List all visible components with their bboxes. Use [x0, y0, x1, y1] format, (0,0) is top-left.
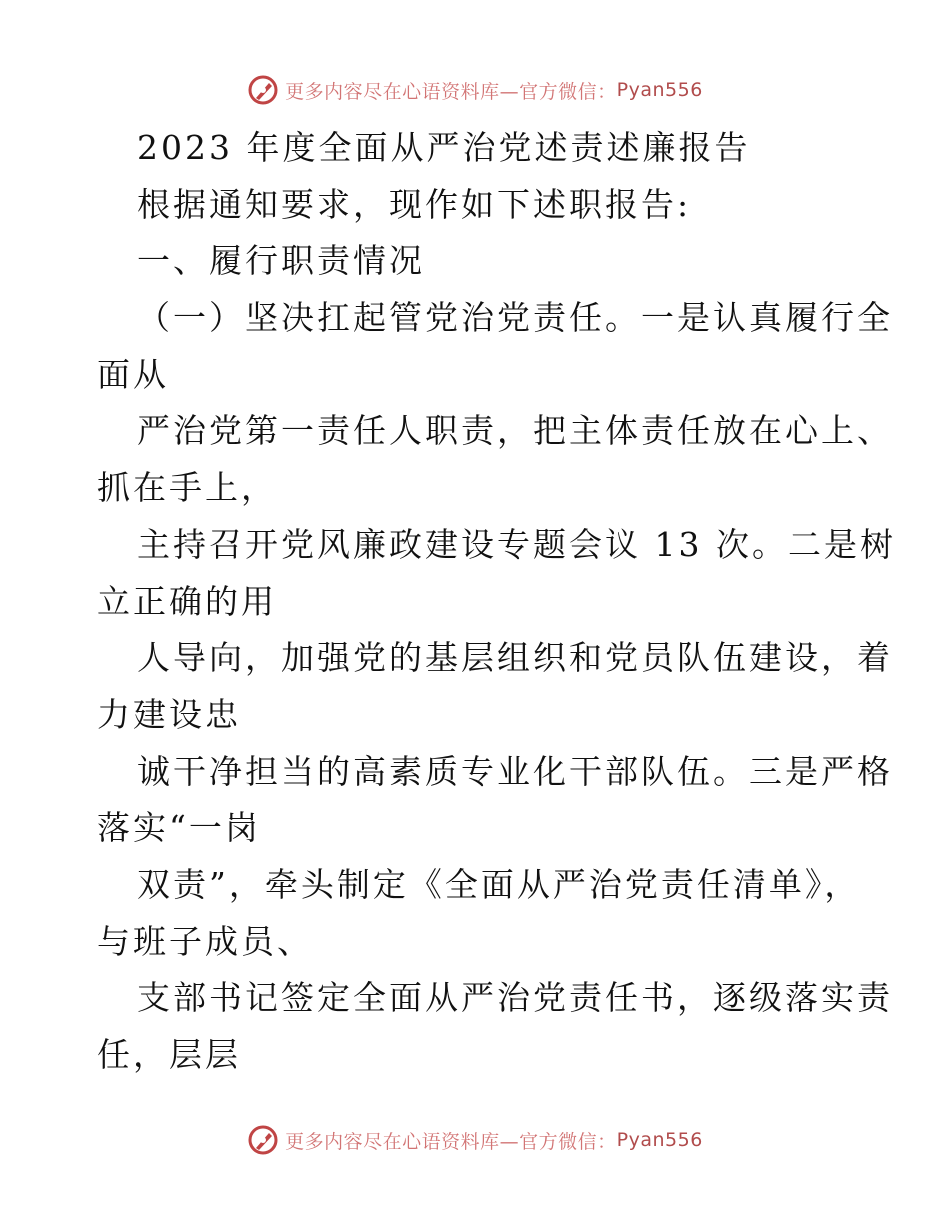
watermark-text: 更多内容尽在心语资料库—官方微信： [285, 80, 617, 103]
watermark-text: 更多内容尽在心语资料库—官方微信： [285, 1130, 617, 1153]
document-line: 严治党第一责任人职责，把主体责任放在心上、 [137, 411, 893, 451]
document-body [97, 120, 896, 1084]
document-line: 与班子成员、 [97, 921, 313, 961]
document-line: 根据通知要求，现作如下述职报告: [137, 184, 692, 224]
document-line: （一）坚决扛起管党治党责任。一是认真履行全 [137, 298, 893, 338]
footer-watermark [0, 1120, 950, 1160]
document-line: 双责”，牵头制定《全面从严治党责任清单》， [137, 864, 861, 904]
document-line: 主持召开党风廉政建设专题会议 13 次。二是树 [137, 524, 896, 564]
document-line: 抓在手上， [97, 468, 277, 508]
watermark-wechat-id: Pyan556 [616, 79, 703, 101]
watermark-wechat-id: Pyan556 [616, 1129, 703, 1151]
document-line: 落实“一岗 [97, 808, 261, 848]
header-watermark [0, 70, 950, 110]
document-line: 人导向，加强党的基层组织和党员队伍建设，着 [137, 638, 893, 678]
document-line: 一、履行职责情况 [137, 241, 425, 281]
document-line: 诚干净担当的高素质专业化干部队伍。三是严格 [137, 751, 893, 791]
document-line: 力建设忠 [97, 694, 241, 734]
document-line: 面从 [97, 354, 169, 394]
pen-logo-icon [247, 74, 279, 106]
document-line: 2023 年度全面从严治党述责述廉报告 [137, 128, 751, 167]
pen-logo-icon [247, 1124, 279, 1156]
document-line: 支部书记签定全面从严治党责任书，逐级落实责 [137, 978, 893, 1018]
document-line: 立正确的用 [97, 581, 277, 621]
document-line: 任，层层 [97, 1035, 241, 1074]
